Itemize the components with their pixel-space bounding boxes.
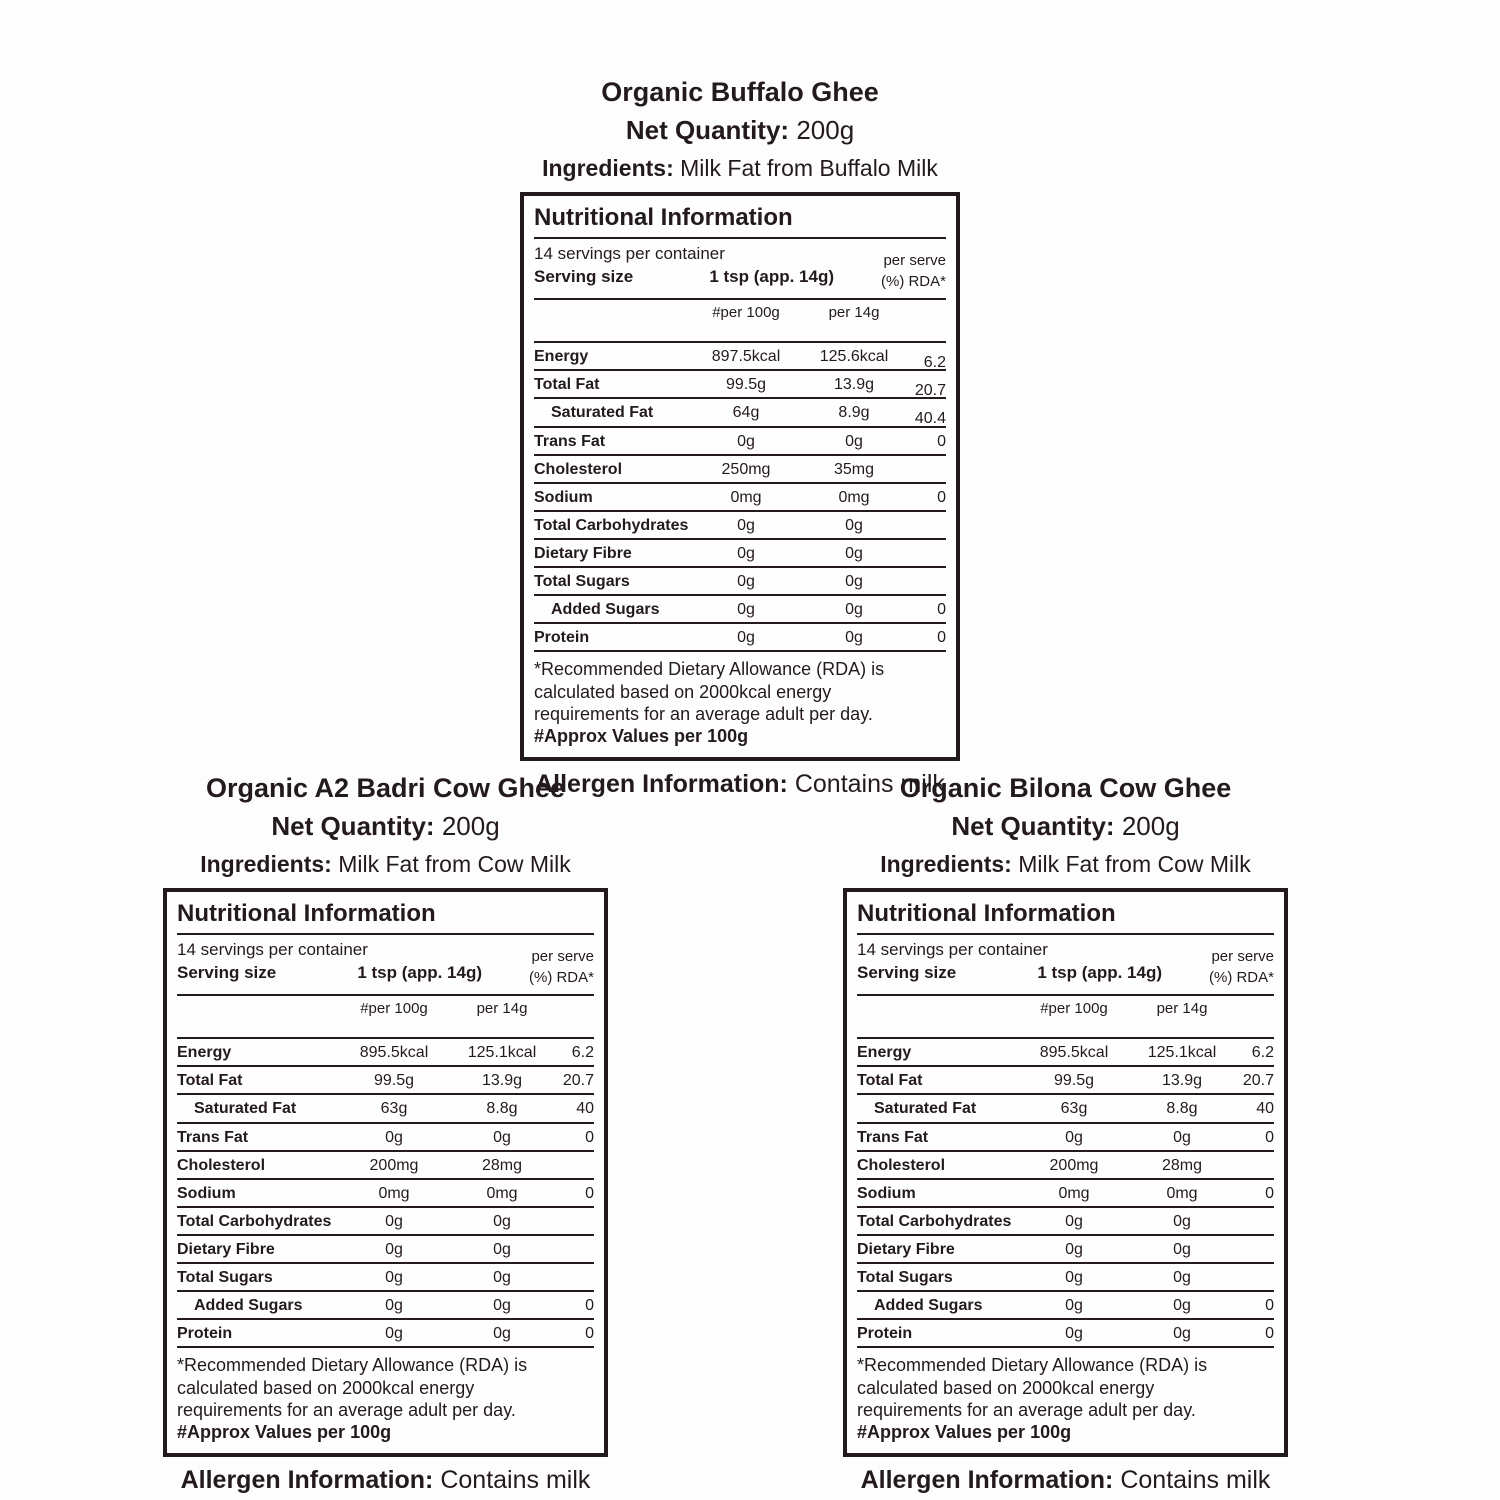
col-header-per-100g: #per 100g <box>360 1000 428 1018</box>
nutrition-facts-box <box>163 888 608 1457</box>
nutrient-name: Saturated Fat <box>194 1100 297 1118</box>
value-per-14g: 125.1kcal <box>1147 1044 1217 1062</box>
value-rda-percent: 0 <box>937 488 946 506</box>
value-per-14g: 0g <box>845 573 863 591</box>
value-per-14g: 0mg <box>486 1184 518 1202</box>
value-per-14g: 0g <box>493 1297 511 1315</box>
allergen-value: Contains milk <box>440 1465 591 1494</box>
value-rda-percent: 0 <box>585 1184 594 1202</box>
col-header-per-14g: per 14g <box>828 304 880 322</box>
column-headers <box>534 300 946 321</box>
value-per-100g: 0g <box>385 1240 403 1258</box>
nutrition-rows <box>177 1037 594 1348</box>
nutrition-row <box>534 540 946 568</box>
nutrition-row <box>177 1264 594 1292</box>
per-serve-text: per serve <box>1211 947 1274 965</box>
column-headers <box>857 996 1274 1017</box>
nutrient-name: Added Sugars <box>874 1297 983 1315</box>
value-rda-percent: 20.7 <box>914 382 946 400</box>
value-per-100g: 0g <box>1065 1297 1083 1315</box>
value-per-14g: 0mg <box>1166 1184 1198 1202</box>
nutrient-name: Trans Fat <box>857 1128 929 1146</box>
rda-text: (%) RDA* <box>1208 969 1274 987</box>
nutrition-row <box>534 399 946 427</box>
value-per-14g: 0g <box>845 629 863 647</box>
nutrition-row <box>177 1236 594 1264</box>
value-per-100g: 0g <box>1065 1240 1083 1258</box>
nutrient-name: Total Fat <box>177 1072 243 1090</box>
value-per-100g: 0g <box>737 629 755 647</box>
value-rda-percent: 0 <box>1265 1325 1274 1343</box>
value-per-14g: 0g <box>493 1325 511 1343</box>
value-rda-percent: 0 <box>937 629 946 647</box>
per-serve-rda-header <box>1162 939 1274 990</box>
nutrient-name: Total Carbohydrates <box>177 1212 332 1230</box>
value-rda-percent: 0 <box>1265 1184 1274 1202</box>
value-per-100g: 250mg <box>721 460 771 478</box>
nutrition-row <box>177 1292 594 1320</box>
value-per-100g: 0g <box>737 601 755 619</box>
nutrient-name: Cholesterol <box>857 1156 946 1174</box>
serving-size-row <box>857 962 1162 985</box>
approx-values-note: #Approx Values per 100g <box>534 726 749 747</box>
servings-per-container: 14 servings per container <box>534 243 725 263</box>
value-rda-percent: 0 <box>585 1128 594 1146</box>
value-per-14g: 0mg <box>838 488 870 506</box>
value-per-14g: 8.8g <box>1166 1100 1198 1118</box>
nutrition-row <box>857 1067 1274 1095</box>
value-per-14g: 8.9g <box>838 404 870 422</box>
value-rda-percent: 0 <box>585 1325 594 1343</box>
value-per-14g: 0g <box>845 516 863 534</box>
per-serve-rda-header <box>834 243 946 294</box>
serving-size-value: 1 tsp (app. 14g) <box>357 962 482 982</box>
value-rda-percent: 0 <box>1265 1297 1274 1315</box>
value-per-100g: 64g <box>732 404 760 422</box>
value-per-14g: 0g <box>845 544 863 562</box>
value-per-100g: 0g <box>1065 1269 1083 1287</box>
nutrition-row <box>177 1180 594 1208</box>
nutrition-heading: Nutritional Information <box>534 202 946 239</box>
value-per-14g: 0g <box>1173 1269 1191 1287</box>
value-per-100g: 0g <box>1065 1128 1083 1146</box>
value-per-14g: 0g <box>845 432 863 450</box>
allergen-label: Allergen Information: <box>535 769 788 798</box>
serving-size-row <box>534 266 834 289</box>
value-per-14g: 28mg <box>1161 1156 1203 1174</box>
serving-size-value: 1 tsp (app. 14g) <box>1037 962 1162 982</box>
value-per-100g: 63g <box>1060 1100 1088 1118</box>
value-per-100g: 895.5kcal <box>1039 1044 1109 1062</box>
nutrient-name: Dietary Fibre <box>857 1240 955 1258</box>
nutrient-name: Energy <box>177 1044 232 1062</box>
nutrient-name: Cholesterol <box>534 460 623 478</box>
allergen-line <box>843 1466 1288 1495</box>
value-rda-percent: 0 <box>937 432 946 450</box>
serving-info <box>534 243 834 294</box>
nutrition-heading: Nutritional Information <box>857 898 1274 935</box>
nutrient-name: Cholesterol <box>177 1156 266 1174</box>
product-title: Organic Bilona Cow Ghee <box>899 773 1232 803</box>
ingredients-value: Milk Fat from Cow Milk <box>1018 850 1251 877</box>
value-per-14g: 0g <box>1173 1297 1191 1315</box>
nutrition-row <box>857 1152 1274 1180</box>
nutrient-name: Total Fat <box>534 376 600 394</box>
value-rda-percent: 6.2 <box>571 1044 594 1062</box>
servings-per-container: 14 servings per container <box>857 939 1048 959</box>
nutrition-row <box>534 568 946 596</box>
ingredients-label: Ingredients: <box>200 850 332 877</box>
serving-size-value: 1 tsp (app. 14g) <box>709 266 834 286</box>
nutrition-row <box>534 456 946 484</box>
nutrient-name: Added Sugars <box>194 1297 303 1315</box>
value-per-14g: 13.9g <box>481 1072 523 1090</box>
value-per-14g: 125.1kcal <box>467 1044 537 1062</box>
value-per-100g: 0g <box>1065 1325 1083 1343</box>
ingredients-line <box>163 850 608 878</box>
allergen-line <box>163 1466 608 1495</box>
label-header <box>163 772 608 878</box>
product-label-bilona <box>843 772 1288 1495</box>
value-per-100g: 897.5kcal <box>711 348 781 366</box>
nutrition-row <box>857 1208 1274 1236</box>
value-rda-percent: 6.2 <box>1251 1044 1274 1062</box>
col-header-per-14g: per 14g <box>1156 1000 1208 1018</box>
nutrient-name: Trans Fat <box>534 432 606 450</box>
nutrient-name: Sodium <box>534 488 593 506</box>
nutrition-row <box>534 624 946 652</box>
net-quantity-label: Net Quantity: <box>625 114 790 145</box>
value-per-100g: 0g <box>737 516 755 534</box>
nutrition-row <box>177 1095 594 1123</box>
value-rda-percent: 20.7 <box>562 1072 594 1090</box>
nutrition-facts-box <box>520 192 960 761</box>
nutrition-row <box>857 1039 1274 1067</box>
nutrition-row <box>534 343 946 371</box>
net-quantity-value: 200g <box>441 810 500 841</box>
value-per-100g: 200mg <box>1049 1156 1099 1174</box>
nutrition-row <box>857 1095 1274 1123</box>
net-quantity-line <box>843 811 1288 843</box>
value-per-100g: 0mg <box>378 1184 410 1202</box>
nutrition-row <box>857 1264 1274 1292</box>
value-per-100g: 0g <box>385 1325 403 1343</box>
value-per-100g: 0g <box>737 573 755 591</box>
net-quantity-label: Net Quantity: <box>951 810 1115 841</box>
col-header-per-100g: #per 100g <box>712 304 780 322</box>
nutrient-name: Sodium <box>857 1184 916 1202</box>
label-header <box>843 772 1288 878</box>
ingredients-value: Milk Fat from Buffalo Milk <box>680 154 938 181</box>
servings-per-container: 14 servings per container <box>177 939 368 959</box>
nutrient-name: Energy <box>857 1044 912 1062</box>
nutrient-name: Protein <box>534 629 590 647</box>
value-rda-percent: 0 <box>1265 1128 1274 1146</box>
approx-values-note: #Approx Values per 100g <box>177 1422 392 1443</box>
nutrient-name: Total Sugars <box>177 1269 273 1287</box>
nutrient-name: Protein <box>857 1325 913 1343</box>
nutrition-facts-box <box>843 888 1288 1457</box>
nutrition-rows <box>534 341 946 652</box>
nutrition-heading: Nutritional Information <box>177 898 594 935</box>
value-per-100g: 0g <box>385 1212 403 1230</box>
value-rda-percent: 40 <box>576 1100 594 1118</box>
nutrition-row <box>177 1067 594 1095</box>
nutrient-name: Total Sugars <box>857 1269 953 1287</box>
nutrient-name: Saturated Fat <box>551 404 654 422</box>
product-label-badri <box>163 772 608 1495</box>
ingredients-label: Ingredients: <box>880 850 1012 877</box>
value-per-14g: 0g <box>493 1212 511 1230</box>
allergen-value: Contains milk <box>1120 1465 1271 1494</box>
rda-text: (%) RDA* <box>880 273 946 291</box>
nutrition-row <box>857 1180 1274 1208</box>
nutrient-name: Energy <box>534 348 589 366</box>
value-per-100g: 0g <box>385 1269 403 1287</box>
label-header <box>520 76 960 182</box>
nutrition-row <box>534 371 946 399</box>
value-per-14g: 8.8g <box>486 1100 518 1118</box>
product-label-buffalo <box>520 76 960 799</box>
allergen-value: Contains milk <box>794 769 945 798</box>
serving-size-label: Serving size <box>857 962 957 982</box>
value-per-100g: 200mg <box>369 1156 419 1174</box>
value-per-14g: 0g <box>493 1269 511 1287</box>
value-per-100g: 0g <box>385 1128 403 1146</box>
nutrition-row <box>857 1236 1274 1264</box>
nutrient-name: Added Sugars <box>551 601 660 619</box>
nutrition-header <box>534 239 946 301</box>
value-rda-percent: 20.7 <box>1242 1072 1274 1090</box>
value-per-14g: 0g <box>493 1240 511 1258</box>
value-per-14g: 13.9g <box>833 376 875 394</box>
net-quantity-label: Net Quantity: <box>271 810 435 841</box>
value-rda-percent: 40 <box>1256 1100 1274 1118</box>
nutrition-row <box>534 484 946 512</box>
nutrient-name: Saturated Fat <box>874 1100 977 1118</box>
serving-info <box>177 939 482 990</box>
value-per-100g: 99.5g <box>1053 1072 1095 1090</box>
nutrition-row <box>177 1208 594 1236</box>
value-rda-percent: 40.4 <box>914 410 946 428</box>
column-headers <box>177 996 594 1017</box>
rda-footnote: *Recommended Dietary Allowance (RDA) is calculated based on 2000kcal energy requirements for an average adult per day. <box>857 1355 1208 1421</box>
ingredients-label: Ingredients: <box>542 154 674 181</box>
value-per-100g: 0g <box>1065 1212 1083 1230</box>
value-per-100g: 0g <box>737 432 755 450</box>
allergen-label: Allergen Information: <box>180 1465 434 1494</box>
nutrient-name: Trans Fat <box>177 1128 249 1146</box>
value-rda-percent: 6.2 <box>923 354 946 372</box>
value-per-14g: 35mg <box>833 460 875 478</box>
serving-size-label: Serving size <box>177 962 277 982</box>
nutrition-row <box>857 1124 1274 1152</box>
nutrient-name: Total Fat <box>857 1072 923 1090</box>
value-per-100g: 0g <box>385 1297 403 1315</box>
value-per-14g: 0g <box>493 1128 511 1146</box>
col-header-per-100g: #per 100g <box>1040 1000 1108 1018</box>
allergen-label: Allergen Information: <box>860 1465 1114 1494</box>
per-serve-text: per serve <box>883 251 946 269</box>
nutrition-row <box>857 1320 1274 1348</box>
net-quantity-line <box>163 811 608 843</box>
ingredients-line <box>520 154 960 182</box>
rda-text: (%) RDA* <box>528 969 594 987</box>
nutrition-rows <box>857 1037 1274 1348</box>
value-per-100g: 0g <box>737 544 755 562</box>
value-per-100g: 99.5g <box>373 1072 415 1090</box>
nutrient-name: Total Sugars <box>534 573 630 591</box>
nutrition-row <box>177 1124 594 1152</box>
value-rda-percent: 0 <box>937 601 946 619</box>
rda-footnote: *Recommended Dietary Allowance (RDA) is calculated based on 2000kcal energy requirements for an average adult per day. <box>534 659 885 725</box>
net-quantity-value: 200g <box>796 114 855 145</box>
serving-size-row <box>177 962 482 985</box>
value-per-100g: 63g <box>380 1100 408 1118</box>
serving-size-label: Serving size <box>534 266 634 286</box>
nutrition-row <box>177 1320 594 1348</box>
nutrition-row <box>534 512 946 540</box>
value-rda-percent: 0 <box>585 1297 594 1315</box>
nutrition-row <box>177 1039 594 1067</box>
per-serve-rda-header <box>482 939 594 990</box>
serving-info <box>857 939 1162 990</box>
ingredients-value: Milk Fat from Cow Milk <box>338 850 571 877</box>
product-title: Organic A2 Badri Cow Ghee <box>205 773 566 803</box>
nutrition-row <box>857 1292 1274 1320</box>
value-per-100g: 0mg <box>730 488 762 506</box>
value-per-14g: 28mg <box>481 1156 523 1174</box>
nutrition-header <box>857 935 1274 997</box>
value-per-14g: 13.9g <box>1161 1072 1203 1090</box>
nutrient-name: Dietary Fibre <box>177 1240 275 1258</box>
nutrient-name: Total Carbohydrates <box>534 516 689 534</box>
value-per-14g: 0g <box>1173 1240 1191 1258</box>
value-per-14g: 125.6kcal <box>819 348 889 366</box>
value-per-100g: 99.5g <box>725 376 767 394</box>
rda-footnote: *Recommended Dietary Allowance (RDA) is calculated based on 2000kcal energy requirements for an average adult per day. <box>177 1355 528 1421</box>
product-title: Organic Buffalo Ghee <box>601 77 879 107</box>
net-quantity-line <box>520 115 960 147</box>
nutrition-row <box>534 428 946 456</box>
value-per-14g: 0g <box>1173 1325 1191 1343</box>
per-serve-text: per serve <box>531 947 594 965</box>
col-header-per-14g: per 14g <box>476 1000 528 1018</box>
nutrient-name: Dietary Fibre <box>534 544 632 562</box>
nutrition-row <box>177 1152 594 1180</box>
nutrient-name: Protein <box>177 1325 233 1343</box>
nutrition-row <box>534 596 946 624</box>
value-per-100g: 895.5kcal <box>359 1044 429 1062</box>
value-per-14g: 0g <box>1173 1128 1191 1146</box>
approx-values-note: #Approx Values per 100g <box>857 1422 1072 1443</box>
nutrient-name: Sodium <box>177 1184 236 1202</box>
value-per-100g: 0mg <box>1058 1184 1090 1202</box>
nutrient-name: Total Carbohydrates <box>857 1212 1012 1230</box>
ingredients-line <box>843 850 1288 878</box>
net-quantity-value: 200g <box>1121 810 1180 841</box>
nutrition-header <box>177 935 594 997</box>
value-per-14g: 0g <box>845 601 863 619</box>
value-per-14g: 0g <box>1173 1212 1191 1230</box>
